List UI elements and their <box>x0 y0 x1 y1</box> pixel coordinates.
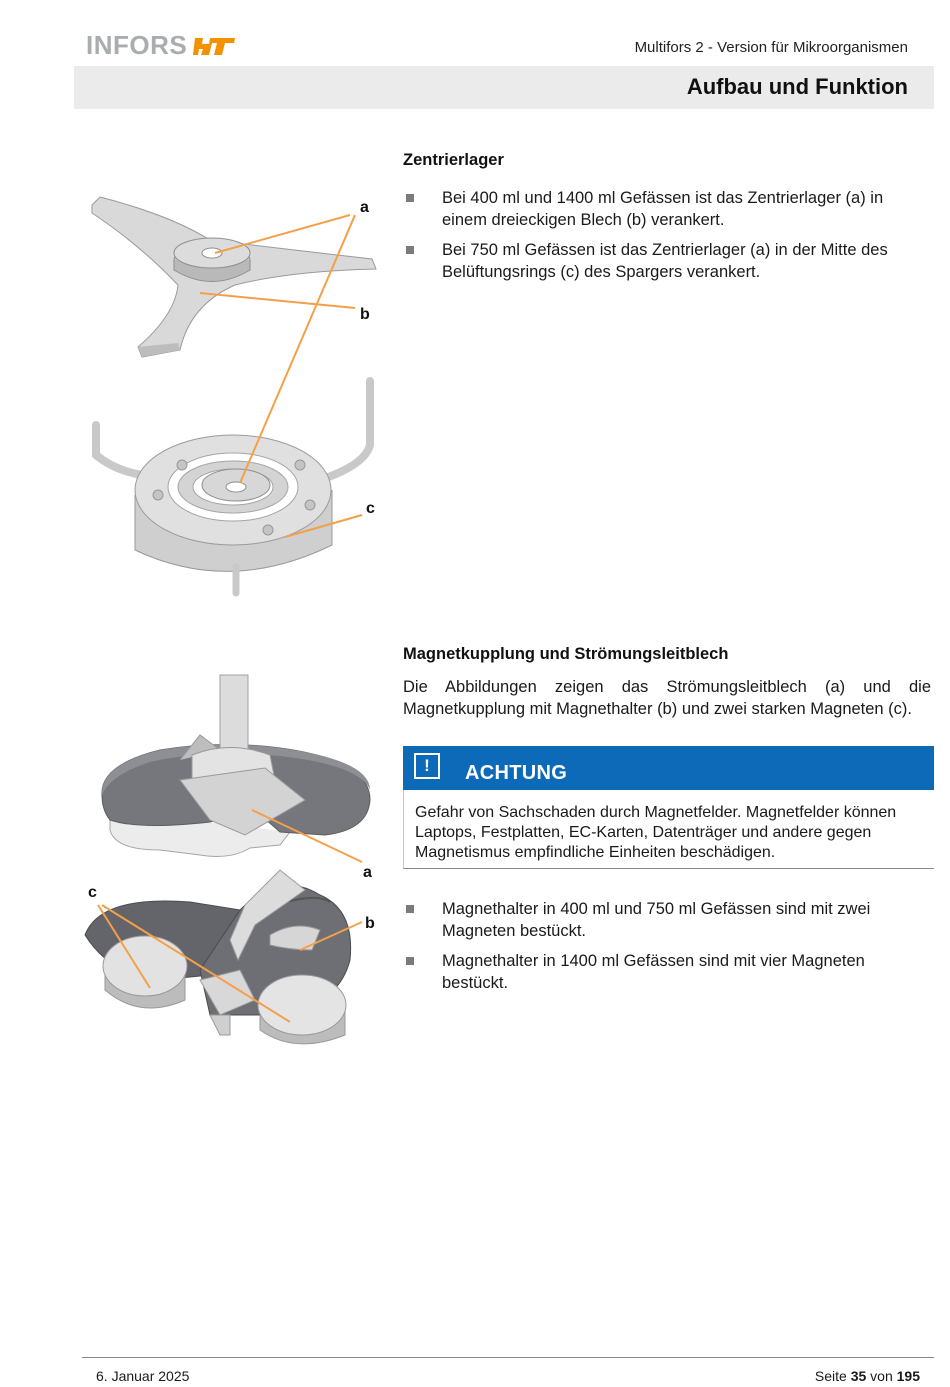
footer-page-number <box>815 1368 920 1384</box>
bullet-square-icon <box>406 246 414 254</box>
bullet-text: Bei 400 ml und 1400 ml Gefässen ist das Zentrierlager (a) in einem dreieckigen Blech (b) verankert. <box>442 189 884 229</box>
bullet-text: Magnethalter in 400 ml und 750 ml Gefässen sind mit zwei Magneten bestückt. <box>442 900 871 940</box>
heading-zentrierlager: Zentrierlager <box>403 151 504 169</box>
figure-centering-bearing <box>80 175 390 605</box>
logo-ht-mark <box>193 35 237 57</box>
notice-header <box>403 746 934 790</box>
document-title: Multifors 2 - Version für Mikroorganismen <box>634 39 908 56</box>
bullet-text: Magnethalter in 1400 ml Gefässen sind mit vier Magneten bestückt. <box>442 952 865 992</box>
list-item <box>403 239 931 283</box>
bullet-list-zentrierlager <box>403 187 931 291</box>
list-item <box>403 187 931 231</box>
notice-text: Gefahr von Sachschaden durch Magnetfelder. Magnetfelder können Laptops, Festplatten, EC-Karten, Datenträger und andere gegen Magnetismus empfindliche Einheiten beschädigen. <box>403 790 934 869</box>
page-prefix: Seite <box>814 1368 847 1384</box>
list-item <box>403 950 931 994</box>
figure-label-c: c <box>88 884 97 901</box>
paragraph-magnetkupplung: Die Abbildungen zeigen das Strömungsleitblech (a) und die Magnetkupplung mit Magnethalter (b) und zwei starken Magneten (c). <box>403 678 931 718</box>
bullet-text: Bei 750 ml Gefässen ist das Zentrierlager (a) in der Mitte des Belüftungsrings (c) des Spargers verankert. <box>442 241 888 281</box>
bullet-square-icon <box>406 905 414 913</box>
section-title: Aufbau und Funktion <box>686 74 908 99</box>
page-number: 35 <box>850 1368 867 1384</box>
figure-label-a: a <box>363 864 372 881</box>
infors-logo <box>86 30 237 61</box>
bullet-list-magnethalter <box>403 898 931 1002</box>
figure-magnetic-coupling <box>80 670 390 1050</box>
figure-label-b: b <box>360 306 370 323</box>
page-total: 195 <box>896 1368 920 1384</box>
footer-rule <box>82 1357 934 1358</box>
heading-magnetkupplung: Magnetkupplung und Strömungsleitblech <box>403 645 729 663</box>
logo-text: INFORS <box>86 30 188 60</box>
bullet-square-icon <box>406 194 414 202</box>
bullet-square-icon <box>406 957 414 965</box>
figure-label-c: c <box>366 500 375 517</box>
warning-icon: ! <box>414 753 440 779</box>
list-item <box>403 898 931 942</box>
page-separator: von <box>870 1368 893 1384</box>
notice-title: ACHTUNG <box>465 762 568 784</box>
figure-label-b: b <box>365 915 375 932</box>
notice-achtung <box>403 746 934 869</box>
figure-label-a: a <box>360 199 369 216</box>
footer-date: 6. Januar 2025 <box>96 1368 190 1384</box>
